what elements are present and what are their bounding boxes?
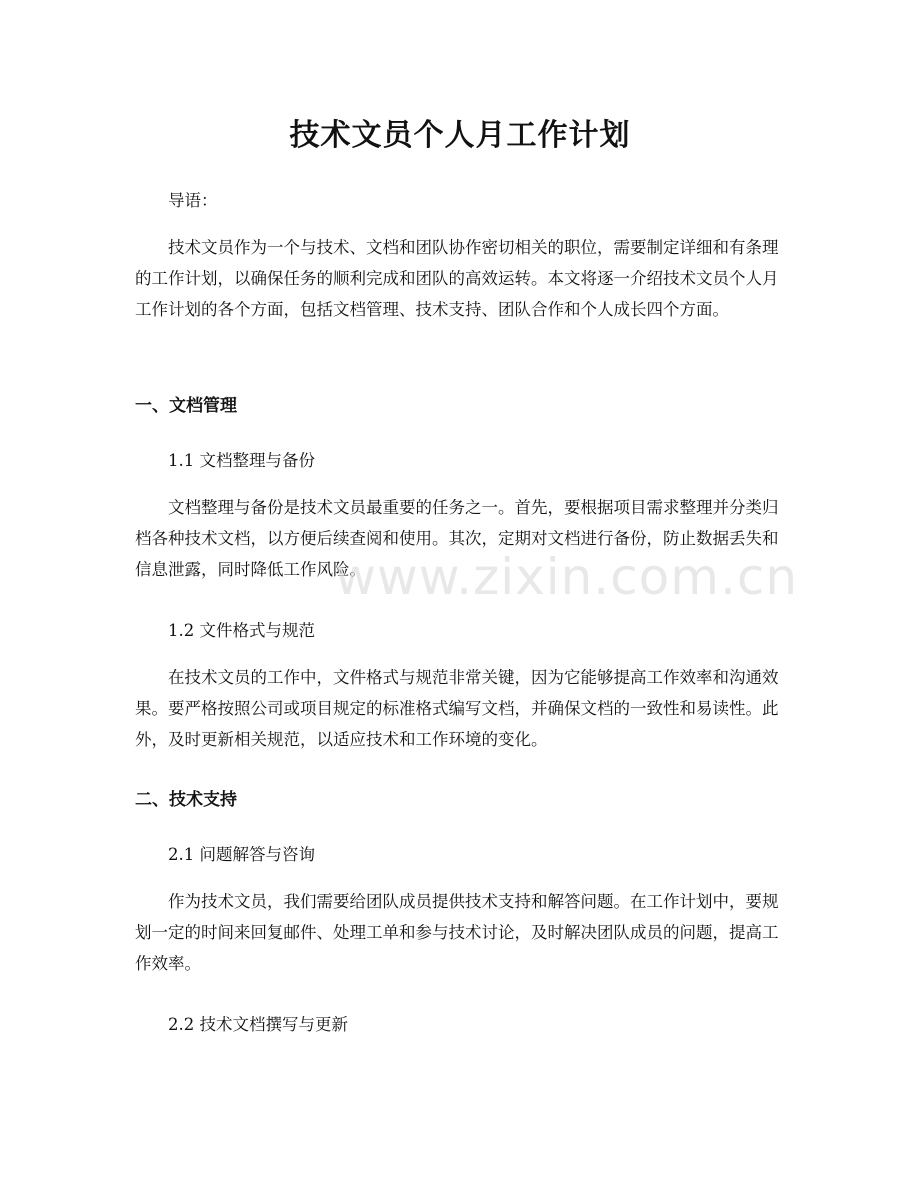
section-heading-document-management: 一、文档管理 <box>135 396 237 416</box>
subsection-body-1-2: 在技术文员的工作中，文件格式与规范非常关键，因为它能够提高工作效率和沟通效果。要严格按照公司或项目规定的标准格式编写文档，并确保文档的一致性和易读性。此外，及时更新相关规范，以适应技术和工作环境的变化。 <box>135 668 779 749</box>
intro-paragraph: 技术文员作为一个与技术、文档和团队协作密切相关的职位，需要制定详细和有条理的工作计划，以确保任务的顺利完成和团队的高效运转。本文将逐一介绍技术文员个人月工作计划的各个方面，包括文档管理、技术支持、团队合作和个人成长四个方面。 <box>135 238 779 319</box>
subsection-body-2-1: 作为技术文员，我们需要给团队成员提供技术支持和解答问题。在工作计划中，要规划一定的时间来回复邮件、处理工单和参与技术讨论，及时解决团队成员的问题，提高工作效率。 <box>135 892 779 973</box>
document-title: 技术文员个人月工作计划 <box>289 118 631 153</box>
subsection-title-1-1: 1.1 文档整理与备份 <box>168 451 315 470</box>
watermark-text: www.zixin.com.cn <box>335 548 799 606</box>
subsection-title-1-2: 1.2 文件格式与规范 <box>168 621 315 640</box>
subsection-body-1-1: 文档整理与备份是技术文员最重要的任务之一。首先，要根据项目需求整理并分类归档各种技术文档，以方便后续查阅和使用。其次，定期对文档进行备份，防止数据丢失和信息泄露，同时降低工作风险。 <box>135 498 779 579</box>
intro-label: 导语： <box>168 191 218 210</box>
section-heading-technical-support: 二、技术支持 <box>135 790 237 810</box>
subsection-title-2-2: 2.2 技术文档撰写与更新 <box>168 1015 348 1034</box>
subsection-title-2-1: 2.1 问题解答与咨询 <box>168 845 315 864</box>
